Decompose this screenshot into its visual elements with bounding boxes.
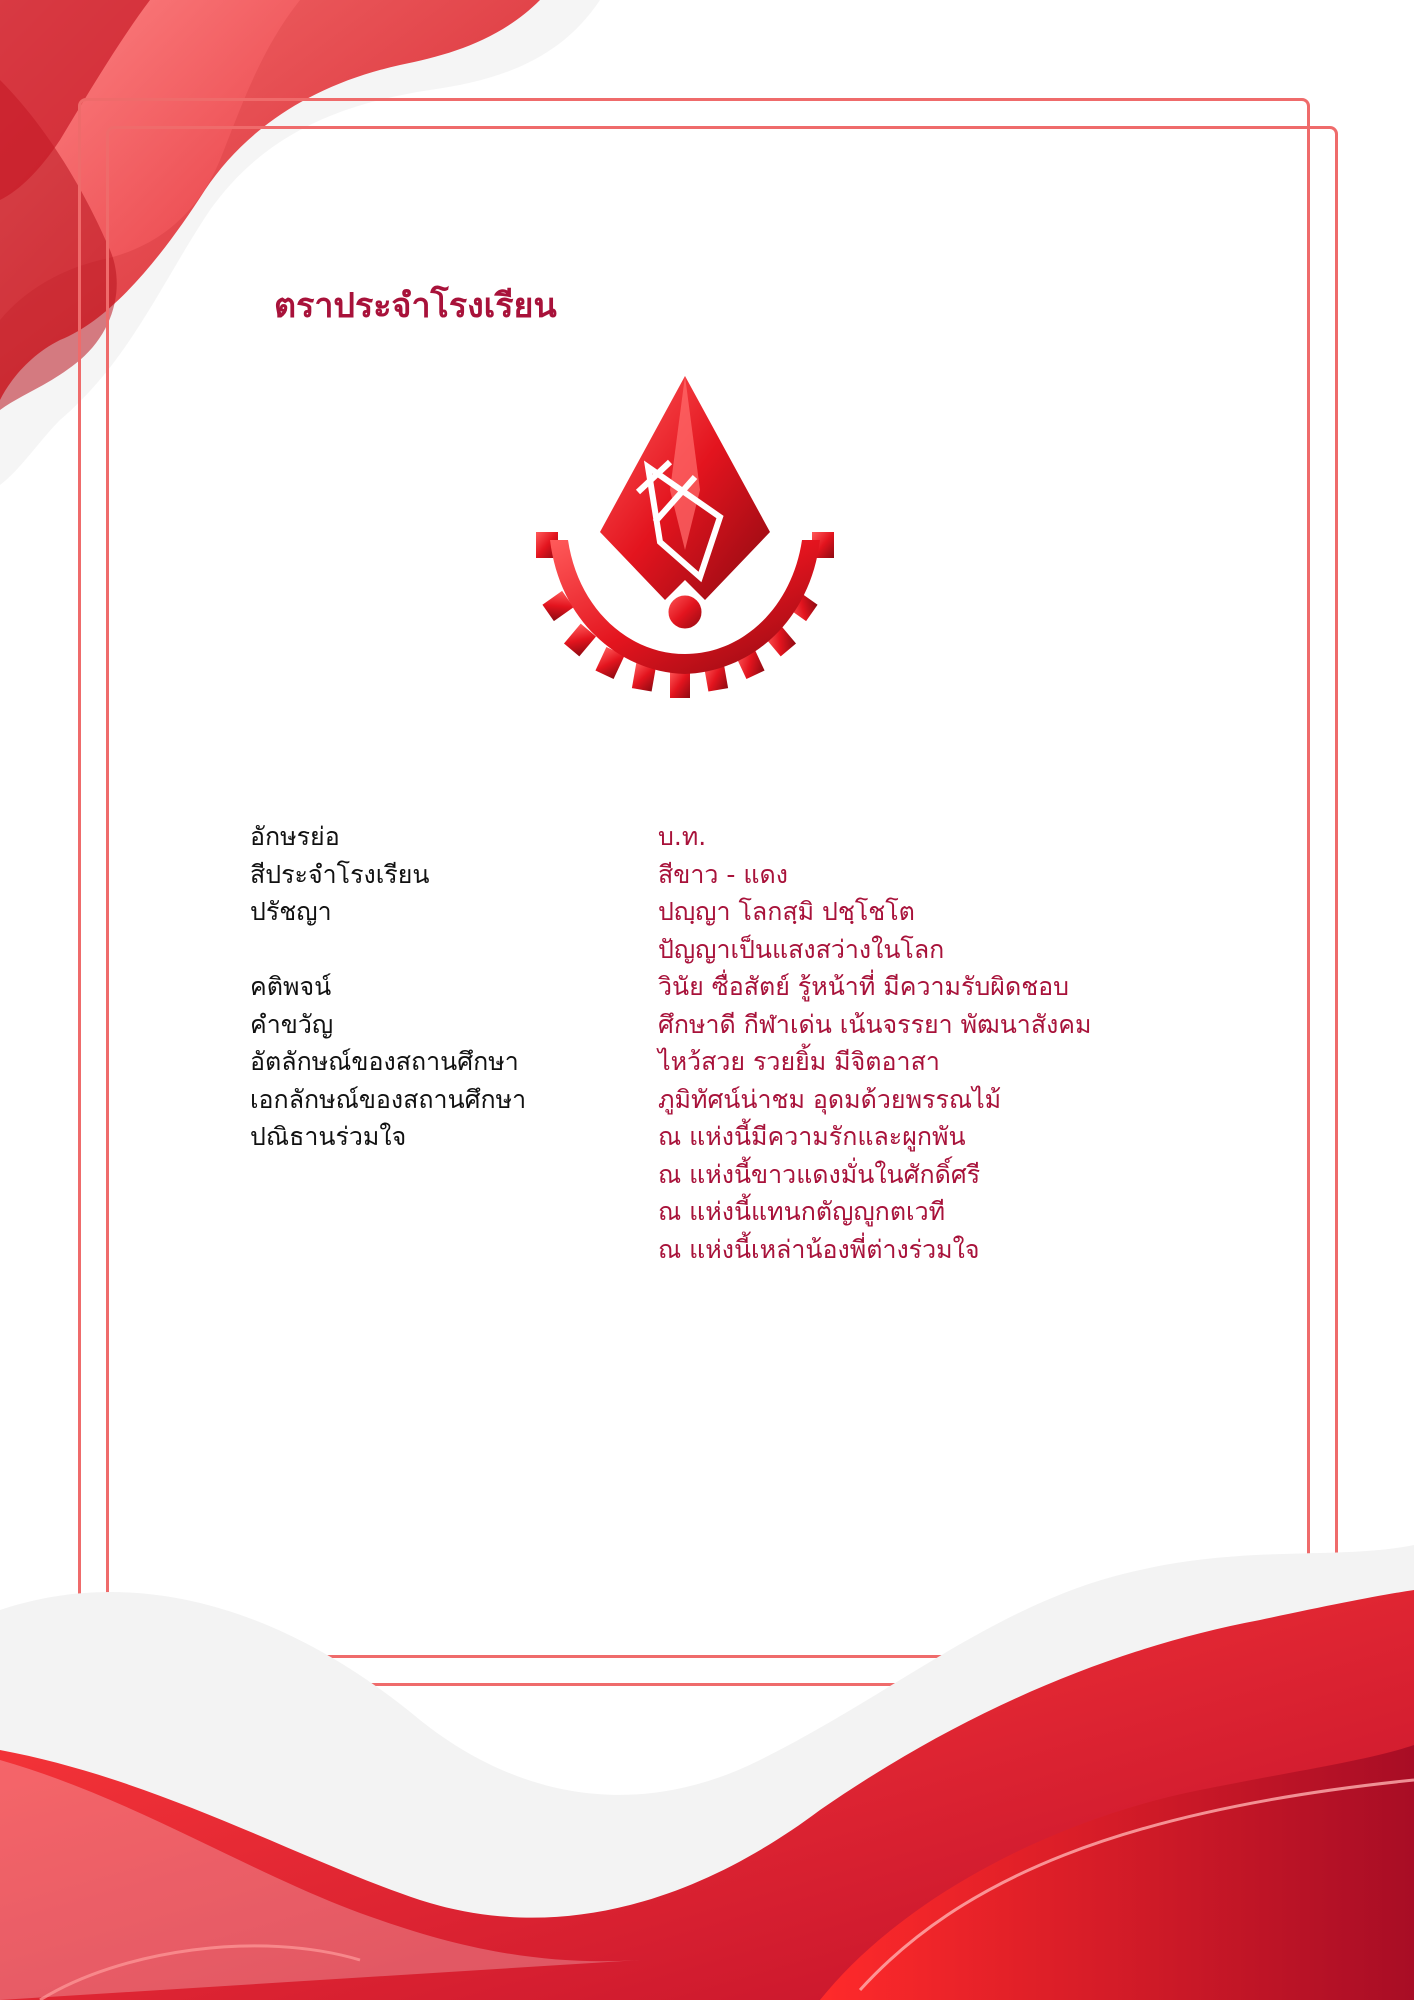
info-row-identity (250, 1043, 1260, 1081)
info-value: ณ แห่งนี้ขาวแดงมั่นในศักดิ์ศรี (658, 1159, 981, 1189)
info-row-philosophy (250, 893, 1260, 931)
info-label: ปณิธานร่วมใจ (250, 1122, 407, 1151)
info-row-resolution-line-4 (250, 1231, 1260, 1269)
info-row-abbreviation (250, 818, 1260, 856)
info-row-motto (250, 968, 1260, 1006)
info-row-school-colors (250, 856, 1260, 894)
page-title: ตราประจำโรงเรียน (274, 286, 557, 326)
info-row-resolution-line-3 (250, 1193, 1260, 1231)
info-label: สีประจำโรงเรียน (250, 859, 430, 889)
info-row-resolution-line-2 (250, 1156, 1260, 1194)
info-label: ปรัชญา (250, 897, 332, 926)
info-label: คำขวัญ (250, 1009, 334, 1039)
info-value: ปัญญาเป็นแสงสว่างในโลก (658, 934, 945, 964)
info-value: ไหว้สวย รวยยิ้ม มีจิตอาสา (658, 1047, 940, 1076)
school-info-table (250, 818, 1260, 1268)
info-value: ภูมิทัศน์น่าชม อุดมด้วยพรรณไม้ (658, 1084, 1002, 1114)
info-row-philosophy-translation (250, 931, 1260, 969)
info-value: ณ แห่งนี้เหล่าน้องพี่ต่างร่วมใจ (658, 1234, 980, 1264)
info-label: คติพจน์ (250, 972, 332, 1001)
info-label: อักษรย่อ (250, 822, 340, 851)
info-value: วินัย ซื่อสัตย์ รู้หน้าที่ มีความรับผิดชอบ (658, 972, 1070, 1001)
info-row-resolution (250, 1118, 1260, 1156)
info-label: อัตลักษณ์ของสถานศึกษา (250, 1047, 519, 1076)
info-label: เอกลักษณ์ของสถานศึกษา (250, 1084, 527, 1114)
info-value: สีขาว - แดง (658, 859, 788, 889)
info-value: ณ แห่งนี้แทนกตัญญูกตเวที (658, 1197, 946, 1226)
school-emblem-icon (530, 372, 840, 708)
info-value: ศึกษาดี กีฬาเด่น เน้นจรรยา พัฒนาสังคม (658, 1009, 1092, 1039)
info-value: บ.ท. (658, 822, 707, 851)
info-value: ณ แห่งนี้มีความรักและผูกพัน (658, 1122, 966, 1151)
info-row-uniqueness (250, 1081, 1260, 1119)
info-row-slogan (250, 1006, 1260, 1044)
info-value: ปญฺญา โลกสฺมิ ปชฺโชโต (658, 897, 915, 926)
